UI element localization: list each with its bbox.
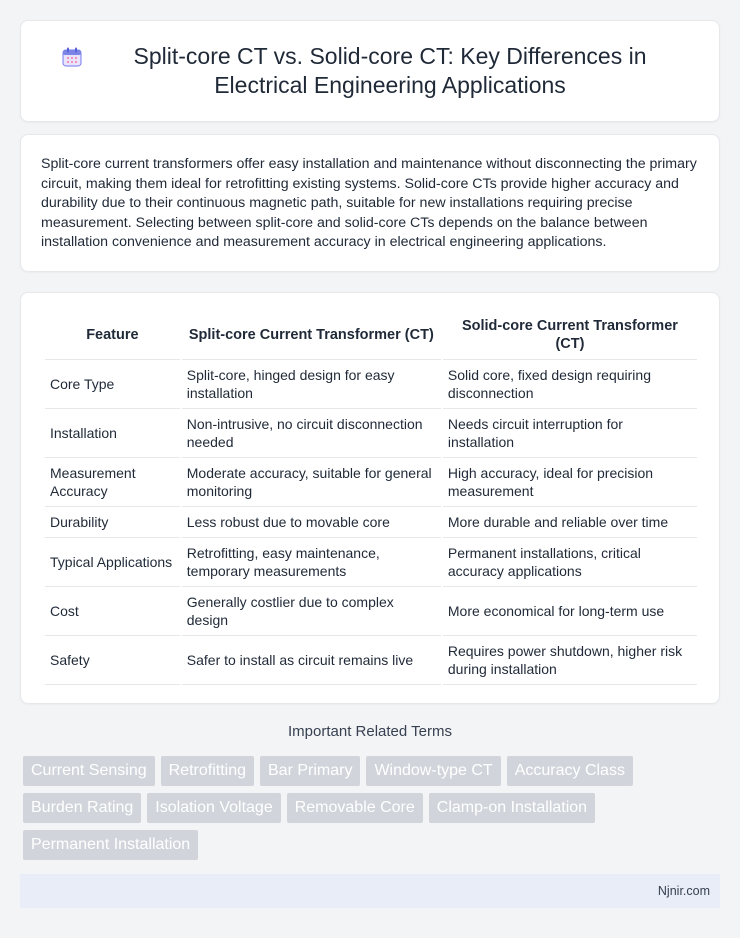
split-core-cell: Moderate accuracy, suitable for general monitoring [182,458,441,507]
solid-core-cell: Permanent installations, critical accuracy applications [443,538,697,587]
split-core-cell: Retrofitting, easy maintenance, temporary measurements [182,538,441,587]
solid-core-cell: Needs circuit interruption for installation [443,409,697,458]
tag-permanent-installation[interactable]: Permanent Installation [23,830,198,860]
comparison-table-card [20,292,720,704]
tag-window-type-ct[interactable]: Window-type CT [366,756,500,786]
feature-cell: Durability [45,507,180,538]
feature-cell: Cost [45,587,180,636]
table-row [45,587,697,636]
tag-clamp-on-installation[interactable]: Clamp-on Installation [429,793,595,823]
table-row [45,538,697,587]
intro-card [20,134,720,272]
footer-brand[interactable]: Njnir.com [657,884,710,898]
feature-cell: Core Type [45,360,180,409]
solid-core-cell: More economical for long-term use [443,587,697,636]
table-row [45,458,697,507]
table-row [45,360,697,409]
solid-core-cell: Solid core, fixed design requiring disconnection [443,360,697,409]
split-core-cell: Less robust due to movable core [182,507,441,538]
solid-core-cell: High accuracy, ideal for precision measurement [443,458,697,507]
comparison-table [43,311,699,685]
feature-cell: Measurement Accuracy [45,458,180,507]
header-solid-core: Solid-core Current Transformer (CT) [443,311,697,360]
feature-cell: Installation [45,409,180,458]
title-card [20,20,720,122]
split-core-cell: Split-core, hinged design for easy installation [182,360,441,409]
split-core-cell: Safer to install as circuit remains live [182,636,441,685]
split-core-cell: Generally costlier due to complex design [182,587,441,636]
tag-isolation-voltage[interactable]: Isolation Voltage [147,793,280,823]
page-title: Split-core CT vs. Solid-core CT: Key Differences in Electrical Engineering Applications [133,43,647,98]
solid-core-cell: More durable and reliable over time [443,507,697,538]
header-split-core: Split-core Current Transformer (CT) [182,311,441,360]
feature-cell: Safety [45,636,180,685]
tag-accuracy-class[interactable]: Accuracy Class [507,756,633,786]
intro-paragraph: Split-core current transformers offer easy installation and maintenance without disconnecting the primary circuit, making them ideal for retrofitting existing systems. Solid-core CTs provide higher accuracy and durability due to their continuous magnetic path, suitable for new installations requiring precise measurement. Selecting between split-core and solid-core CTs depends on the balance between installation convenience and measurement accuracy in electrical engineering applications. [41,156,697,251]
split-core-cell: Non-intrusive, no circuit disconnection needed [182,409,441,458]
calendar-icon [61,46,83,68]
related-terms-heading: Important Related Terms [288,723,452,740]
tag-bar-primary[interactable]: Bar Primary [260,756,360,786]
tag-burden-rating[interactable]: Burden Rating [23,793,141,823]
table-row [45,636,697,685]
footer-bar [20,874,720,908]
feature-cell: Typical Applications [45,538,180,587]
solid-core-cell: Requires power shutdown, higher risk during installation [443,636,697,685]
tag-current-sensing[interactable]: Current Sensing [23,756,155,786]
table-row [45,409,697,458]
tag-retrofitting[interactable]: Retrofitting [161,756,254,786]
table-row [45,507,697,538]
table-header-row [45,311,697,360]
header-feature: Feature [45,311,180,360]
tag-removable-core[interactable]: Removable Core [287,793,423,823]
related-terms-list [23,756,723,860]
